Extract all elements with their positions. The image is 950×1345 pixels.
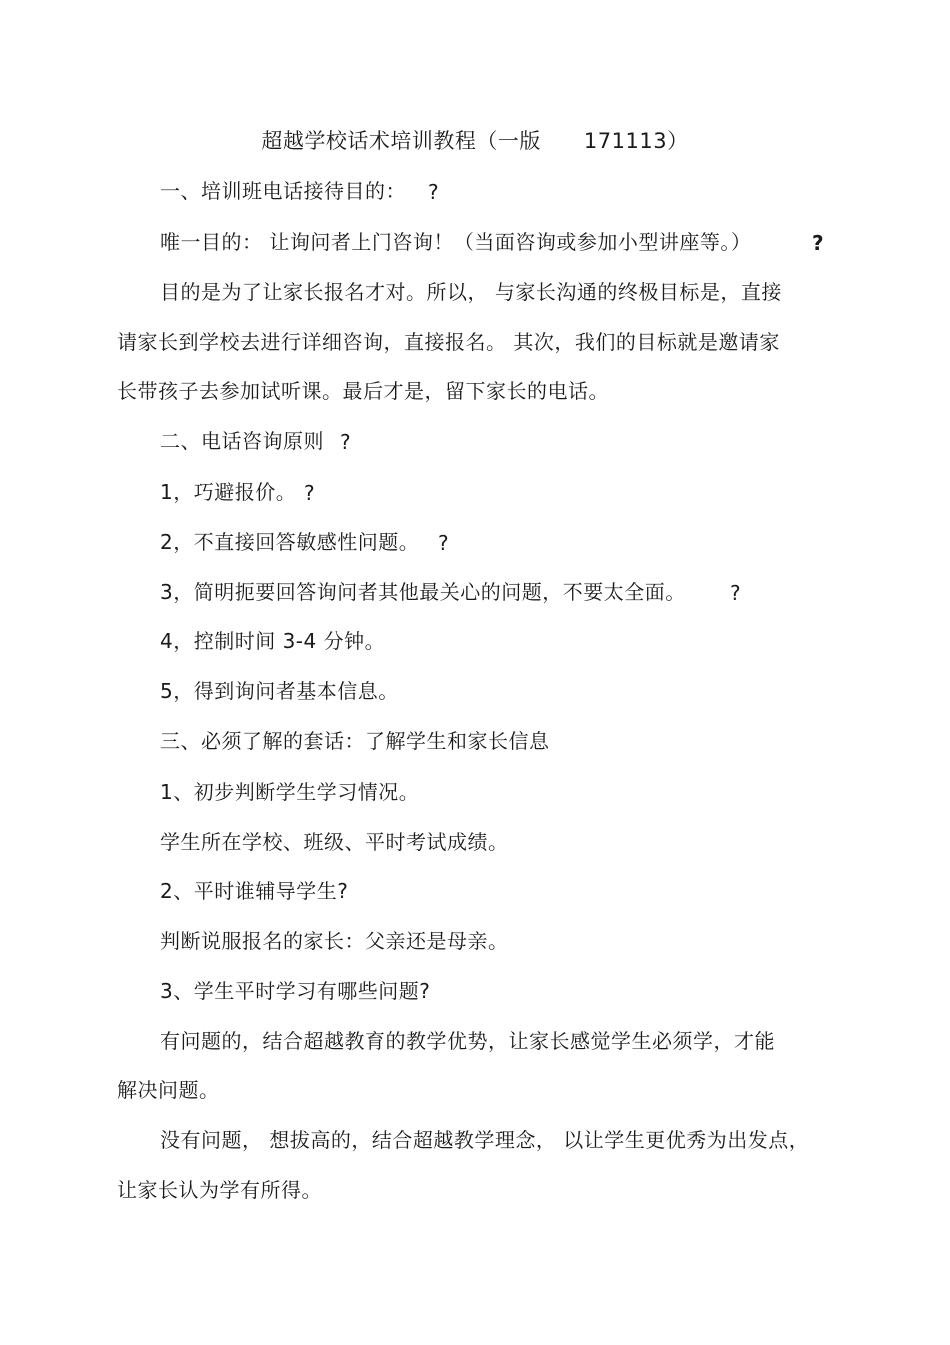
section-heading-2: 二、电话咨询原则 <box>160 429 324 453</box>
paragraph-line: 有问题的，结合超越教育的教学优势，让家长感觉学生必须学，才能 <box>160 1029 775 1053</box>
list-item: 3、学生平时学习有哪些问题? <box>160 979 431 1003</box>
document-title: 超越学校话术培训教程（一版 171113） <box>261 129 689 153</box>
question-mark: ? <box>428 180 439 204</box>
paragraph-line: 唯一目的： 让询问者上门咨询！（当面咨询或参加小型讲座等。） <box>160 230 752 254</box>
paragraph-line: 长带孩子去参加试听课。最后才是，留下家长的电话。 <box>117 379 609 403</box>
paragraph-line: 请家长到学校去进行详细咨询，直接报名。 其次，我们的目标就是邀请家 <box>117 330 780 354</box>
list-item: 5，得到询问者基本信息。 <box>160 679 399 703</box>
question-mark: ? <box>438 531 449 555</box>
list-item: 2，不直接回答敏感性问题。 <box>160 530 420 554</box>
section-heading-3: 三、必须了解的套话：了解学生和家长信息 <box>160 729 550 753</box>
paragraph-line: 目的是为了让家长报名才对。所以， 与家长沟通的终极目标是，直接 <box>160 280 782 304</box>
question-mark: ? <box>812 231 824 255</box>
list-item: 3，简明扼要回答询问者其他最关心的问题，不要太全面。 <box>160 580 686 604</box>
paragraph-line: 解决问题。 <box>117 1078 220 1102</box>
paragraph-line: 让家长认为学有所得。 <box>117 1178 322 1202</box>
list-item: 4，控制时间 3-4 分钟。 <box>160 629 386 653</box>
list-item: 2、平时谁辅导学生? <box>160 879 349 903</box>
question-mark: ? <box>304 481 315 505</box>
paragraph-line: 判断说服报名的家长：父亲还是母亲。 <box>160 929 509 953</box>
question-mark: ? <box>730 581 741 605</box>
list-item: 1、初步判断学生学习情况。 <box>160 780 420 804</box>
paragraph-line: 学生所在学校、班级、平时考试成绩。 <box>160 830 509 854</box>
list-item: 1，巧避报价。 <box>160 480 297 504</box>
section-heading-1: 一、培训班电话接待目的： <box>160 179 406 203</box>
paragraph-line: 没有问题， 想拔高的，结合超越教学理念， 以让学生更优秀为出发点， <box>160 1128 810 1152</box>
question-mark: ? <box>340 430 351 454</box>
